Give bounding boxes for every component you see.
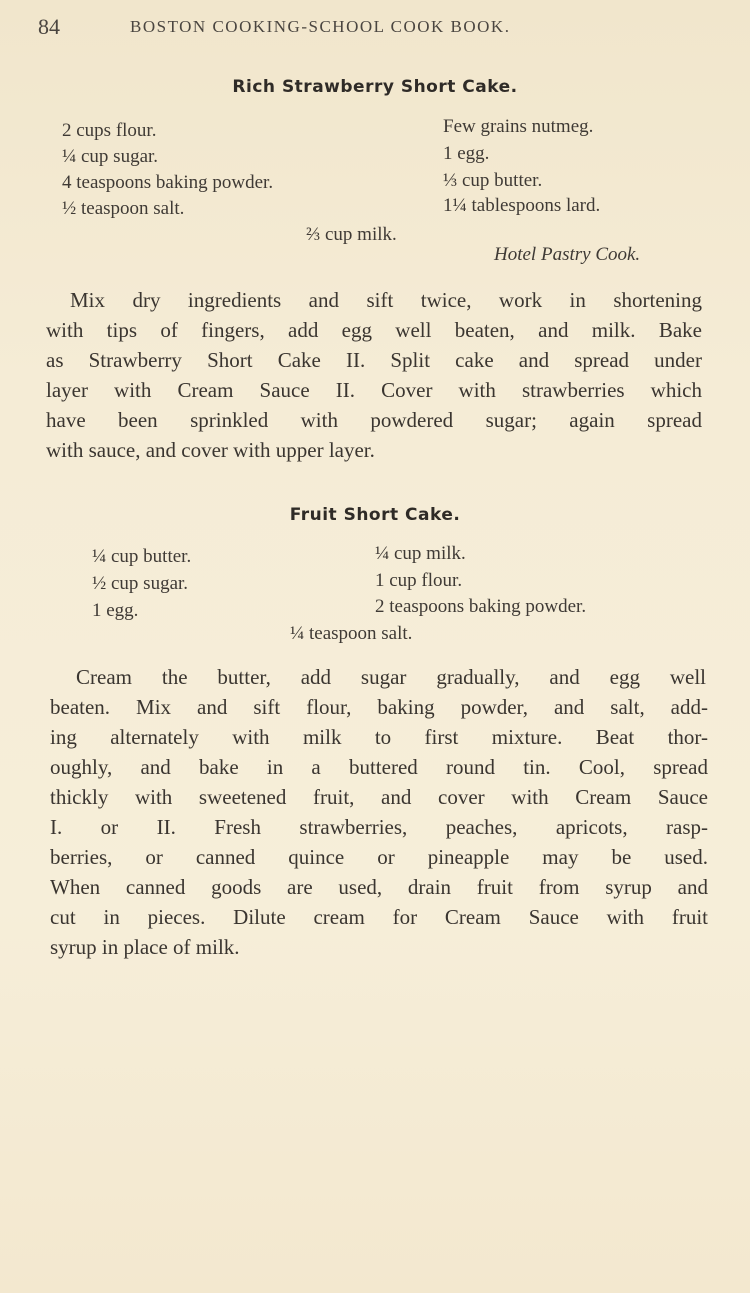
direction-line: as Strawberry Short Cake II. Split cake and spread under: [46, 348, 702, 372]
ingredient: ¼ cup sugar.: [62, 146, 159, 167]
page-number: 84: [38, 14, 60, 39]
ingredient: ½ teaspoon salt.: [62, 198, 185, 219]
direction-line: layer with Cream Sauce II. Cover with strawberries which: [46, 378, 702, 402]
ingredient: 1 cup flour.: [375, 570, 463, 591]
direction-line: with tips of fingers, add egg well beaten, and milk. Bake: [46, 318, 702, 342]
direction-line: cut in pieces. Dilute cream for Cream Sauce with fruit: [50, 905, 708, 929]
ingredient: 1¼ tablespoons lard.: [443, 195, 601, 216]
ingredient: 1 egg.: [92, 600, 139, 621]
ingredient: 1 egg.: [443, 143, 490, 164]
ingredient: ¼ cup milk.: [375, 543, 466, 564]
direction-line: Mix dry ingredients and sift twice, work in shortening: [70, 288, 702, 312]
ingredient: ⅔ cup milk.: [306, 224, 397, 245]
direction-line: When canned goods are used, drain fruit from syrup and: [50, 875, 708, 899]
recipe-title-fruit-short-cake: Fruit Short Cake.: [289, 505, 461, 525]
recipe-title-rich-strawberry: Rich Strawberry Short Cake.: [232, 77, 518, 97]
direction-line: oughly, and bake in a buttered round tin. Cool, spread: [50, 755, 708, 779]
page-header: [38, 12, 718, 42]
direction-line: syrup in place of milk.: [50, 935, 240, 959]
ingredient: 4 teaspoons baking powder.: [62, 172, 274, 193]
ingredient: 2 teaspoons baking powder.: [375, 596, 587, 617]
ingredient: ⅓ cup butter.: [443, 170, 543, 191]
running-head: BOSTON COOKING-SCHOOL COOK BOOK.: [130, 17, 511, 36]
recipe-credit: Hotel Pastry Cook.: [494, 244, 641, 265]
direction-line: ing alternately with milk to first mixture. Beat thor-: [50, 725, 708, 749]
ingredient: Few grains nutmeg.: [443, 116, 594, 137]
ingredient: ¼ teaspoon salt.: [290, 623, 413, 644]
direction-line: I. or II. Fresh strawberries, peaches, apricots, rasp-: [50, 815, 708, 839]
direction-line: berries, or canned quince or pineapple may be used.: [50, 845, 708, 869]
direction-line: with sauce, and cover with upper layer.: [46, 438, 375, 462]
ingredient: ½ cup sugar.: [92, 573, 189, 594]
direction-line: have been sprinkled with powdered sugar; again spread: [46, 408, 702, 432]
ingredient: 2 cups flour.: [62, 120, 157, 141]
ingredient: ¼ cup butter.: [92, 546, 192, 567]
direction-line: Cream the butter, add sugar gradually, and egg well: [76, 665, 706, 689]
direction-line: thickly with sweetened fruit, and cover with Cream Sauce: [50, 785, 708, 809]
direction-line: beaten. Mix and sift flour, baking powder, and salt, add-: [50, 695, 708, 719]
